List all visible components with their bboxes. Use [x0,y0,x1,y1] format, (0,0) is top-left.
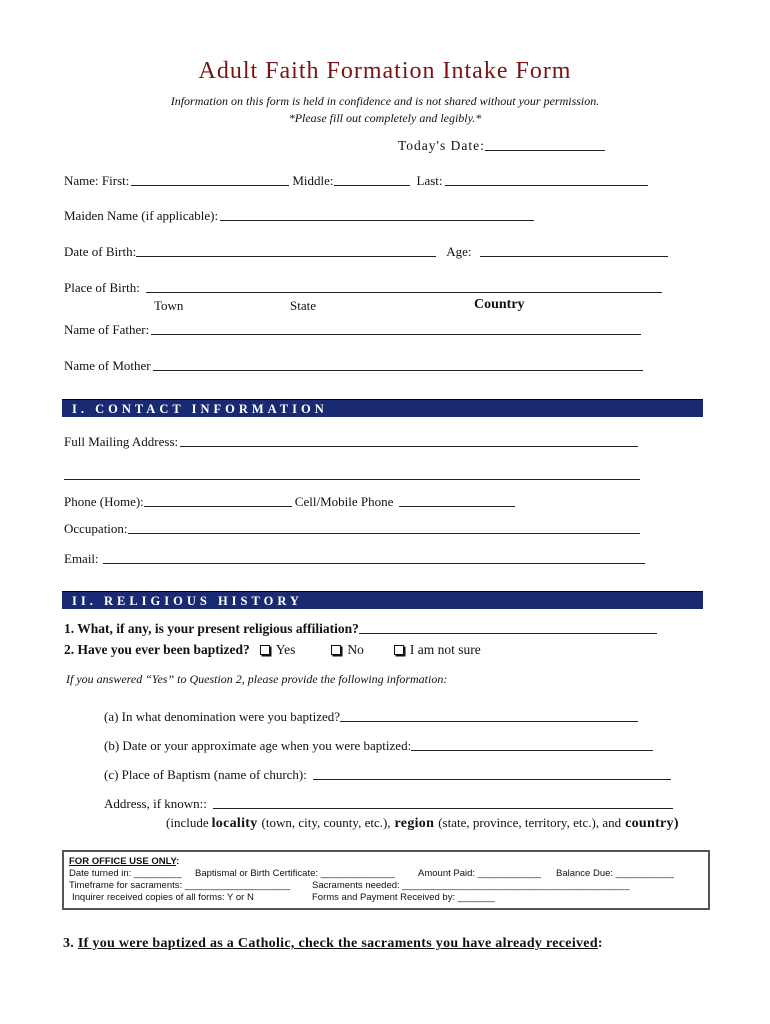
question-3-text: If you were baptized as a Catholic, check the sacraments you have already received [77,936,598,951]
email-field[interactable] [103,551,645,564]
office-use-heading-text: FOR OFFICE USE ONLY [69,856,177,867]
maiden-name-field[interactable] [220,208,534,221]
note-include: (include [166,815,209,830]
maiden-name-label: Maiden Name (if applicable): [64,208,219,223]
note-country: country) [625,816,679,831]
last-name-label: Last: [416,173,443,188]
last-name-field[interactable] [445,173,648,186]
inquirer-copies: Inquirer received copies of all forms: Y or N [72,892,254,903]
place-of-birth-field[interactable] [146,280,662,293]
cell-phone-field[interactable] [399,494,515,507]
address-note [166,815,679,832]
baptism-address-row [104,796,676,812]
occupation-field[interactable] [128,521,640,534]
office-use-heading-colon: : [176,856,180,867]
baptism-instruction: If you answered “Yes” to Question 2, please provide the following information: [66,672,448,686]
phone-row [64,494,518,510]
place-of-birth-row [64,280,665,296]
option-not-sure[interactable] [394,642,481,658]
office-use-box [62,850,710,910]
note-state-province: (state, province, territory, etc.), and [438,815,622,830]
email-label: Email: [64,551,99,566]
cell-phone-label: Cell/Mobile Phone [294,494,394,509]
home-phone-field[interactable] [144,494,292,507]
maiden-name-row [64,208,537,224]
dob-label: Date of Birth: [64,244,137,259]
pob-town-caption: Town [154,298,184,313]
father-name-field[interactable] [151,322,641,335]
question-3-colon: : [597,936,603,951]
option-no-label: No [347,642,364,657]
form-title: Adult Faith Formation Intake Form [198,58,572,84]
home-phone-label: Phone (Home): [64,494,144,509]
sacrament-timeframe: Timeframe for sacraments: ____________________ [69,880,291,891]
note-town-city: (town, city, county, etc.), [261,815,391,830]
baptism-place-field[interactable] [313,767,671,780]
baptismal-certificate: Baptismal or Birth Certificate: ______________ [195,868,395,879]
father-name-label: Name of Father: [64,322,150,337]
dob-row [64,244,671,260]
note-locality: locality [211,816,258,831]
name-row [64,173,651,189]
question-1-label: 1. What, if any, is your present religious affiliation? [64,621,359,636]
baptism-place-row [104,767,674,783]
checkbox-not-sure[interactable] [394,645,404,655]
checkbox-no[interactable] [331,645,341,655]
mailing-address-field[interactable] [180,434,638,447]
occupation-row [64,521,643,537]
pob-state-caption: State [290,298,316,313]
todays-date-field[interactable] [485,138,605,151]
office-use-heading [69,856,179,867]
email-row [64,551,648,567]
confidentiality-note: Information on this form is held in confidence and is not shared without your permission. [170,94,600,108]
first-name-label: Name: First: [64,173,130,188]
date-turned-in: Date turned in: _________ [69,868,182,879]
religious-history-heading: II. RELIGIOUS HISTORY [62,591,703,609]
fill-out-instruction: *Please fill out completely and legibly.* [288,111,482,125]
question-2-label: 2. Have you ever been baptized? [64,642,250,657]
todays-date-label: Today's Date: [398,138,485,153]
question-2-row [64,642,481,658]
sacraments-needed: Sacraments needed: ___________________________________________ [312,880,630,891]
amount-paid: Amount Paid: ____________ [418,868,542,879]
mailing-address-label: Full Mailing Address: [64,434,179,449]
question-1-row [64,621,660,637]
baptism-place-label: (c) Place of Baptism (name of church): [104,767,307,782]
note-region: region [394,816,435,831]
denomination-label: (a) In what denomination were you baptized? [104,709,341,724]
denomination-field[interactable] [340,709,638,722]
contact-information-heading: I. CONTACT INFORMATION [62,399,703,417]
question-3-number: 3. [63,936,75,951]
baptism-date-field[interactable] [411,738,653,751]
mother-row [64,358,646,374]
mailing-address-line-2[interactable] [64,479,640,480]
occupation-label: Occupation: [64,521,128,536]
middle-name-label: Middle: [292,173,334,188]
option-no[interactable] [331,642,364,658]
father-row [64,322,644,338]
baptism-date-label: (b) Date or your approximate age when you were baptized: [104,738,412,753]
baptism-address-field[interactable] [213,796,673,809]
forms-payment-received: Forms and Payment Received by: _______ [312,892,495,903]
mailing-address-row [64,434,641,450]
option-not-sure-label: I am not sure [409,642,481,657]
baptism-address-label: Address, if known:: [104,796,207,811]
age-field[interactable] [480,244,668,257]
balance-due: Balance Due: ___________ [556,868,674,879]
mother-name-field[interactable] [153,358,643,371]
option-yes-label: Yes [275,642,296,657]
middle-name-field[interactable] [334,173,410,186]
age-label: Age: [446,244,472,259]
dob-field[interactable] [136,244,436,257]
denomination-row [104,709,641,725]
checkbox-yes[interactable] [260,645,270,655]
todays-date-row [398,138,608,154]
question-3 [63,936,603,952]
first-name-field[interactable] [131,173,289,186]
option-yes[interactable] [260,642,296,658]
affiliation-field[interactable] [359,621,657,634]
place-of-birth-label: Place of Birth: [64,280,140,295]
mother-name-label: Name of Mother [64,358,151,373]
baptism-date-row [104,738,656,754]
pob-country-caption: Country [474,297,525,312]
